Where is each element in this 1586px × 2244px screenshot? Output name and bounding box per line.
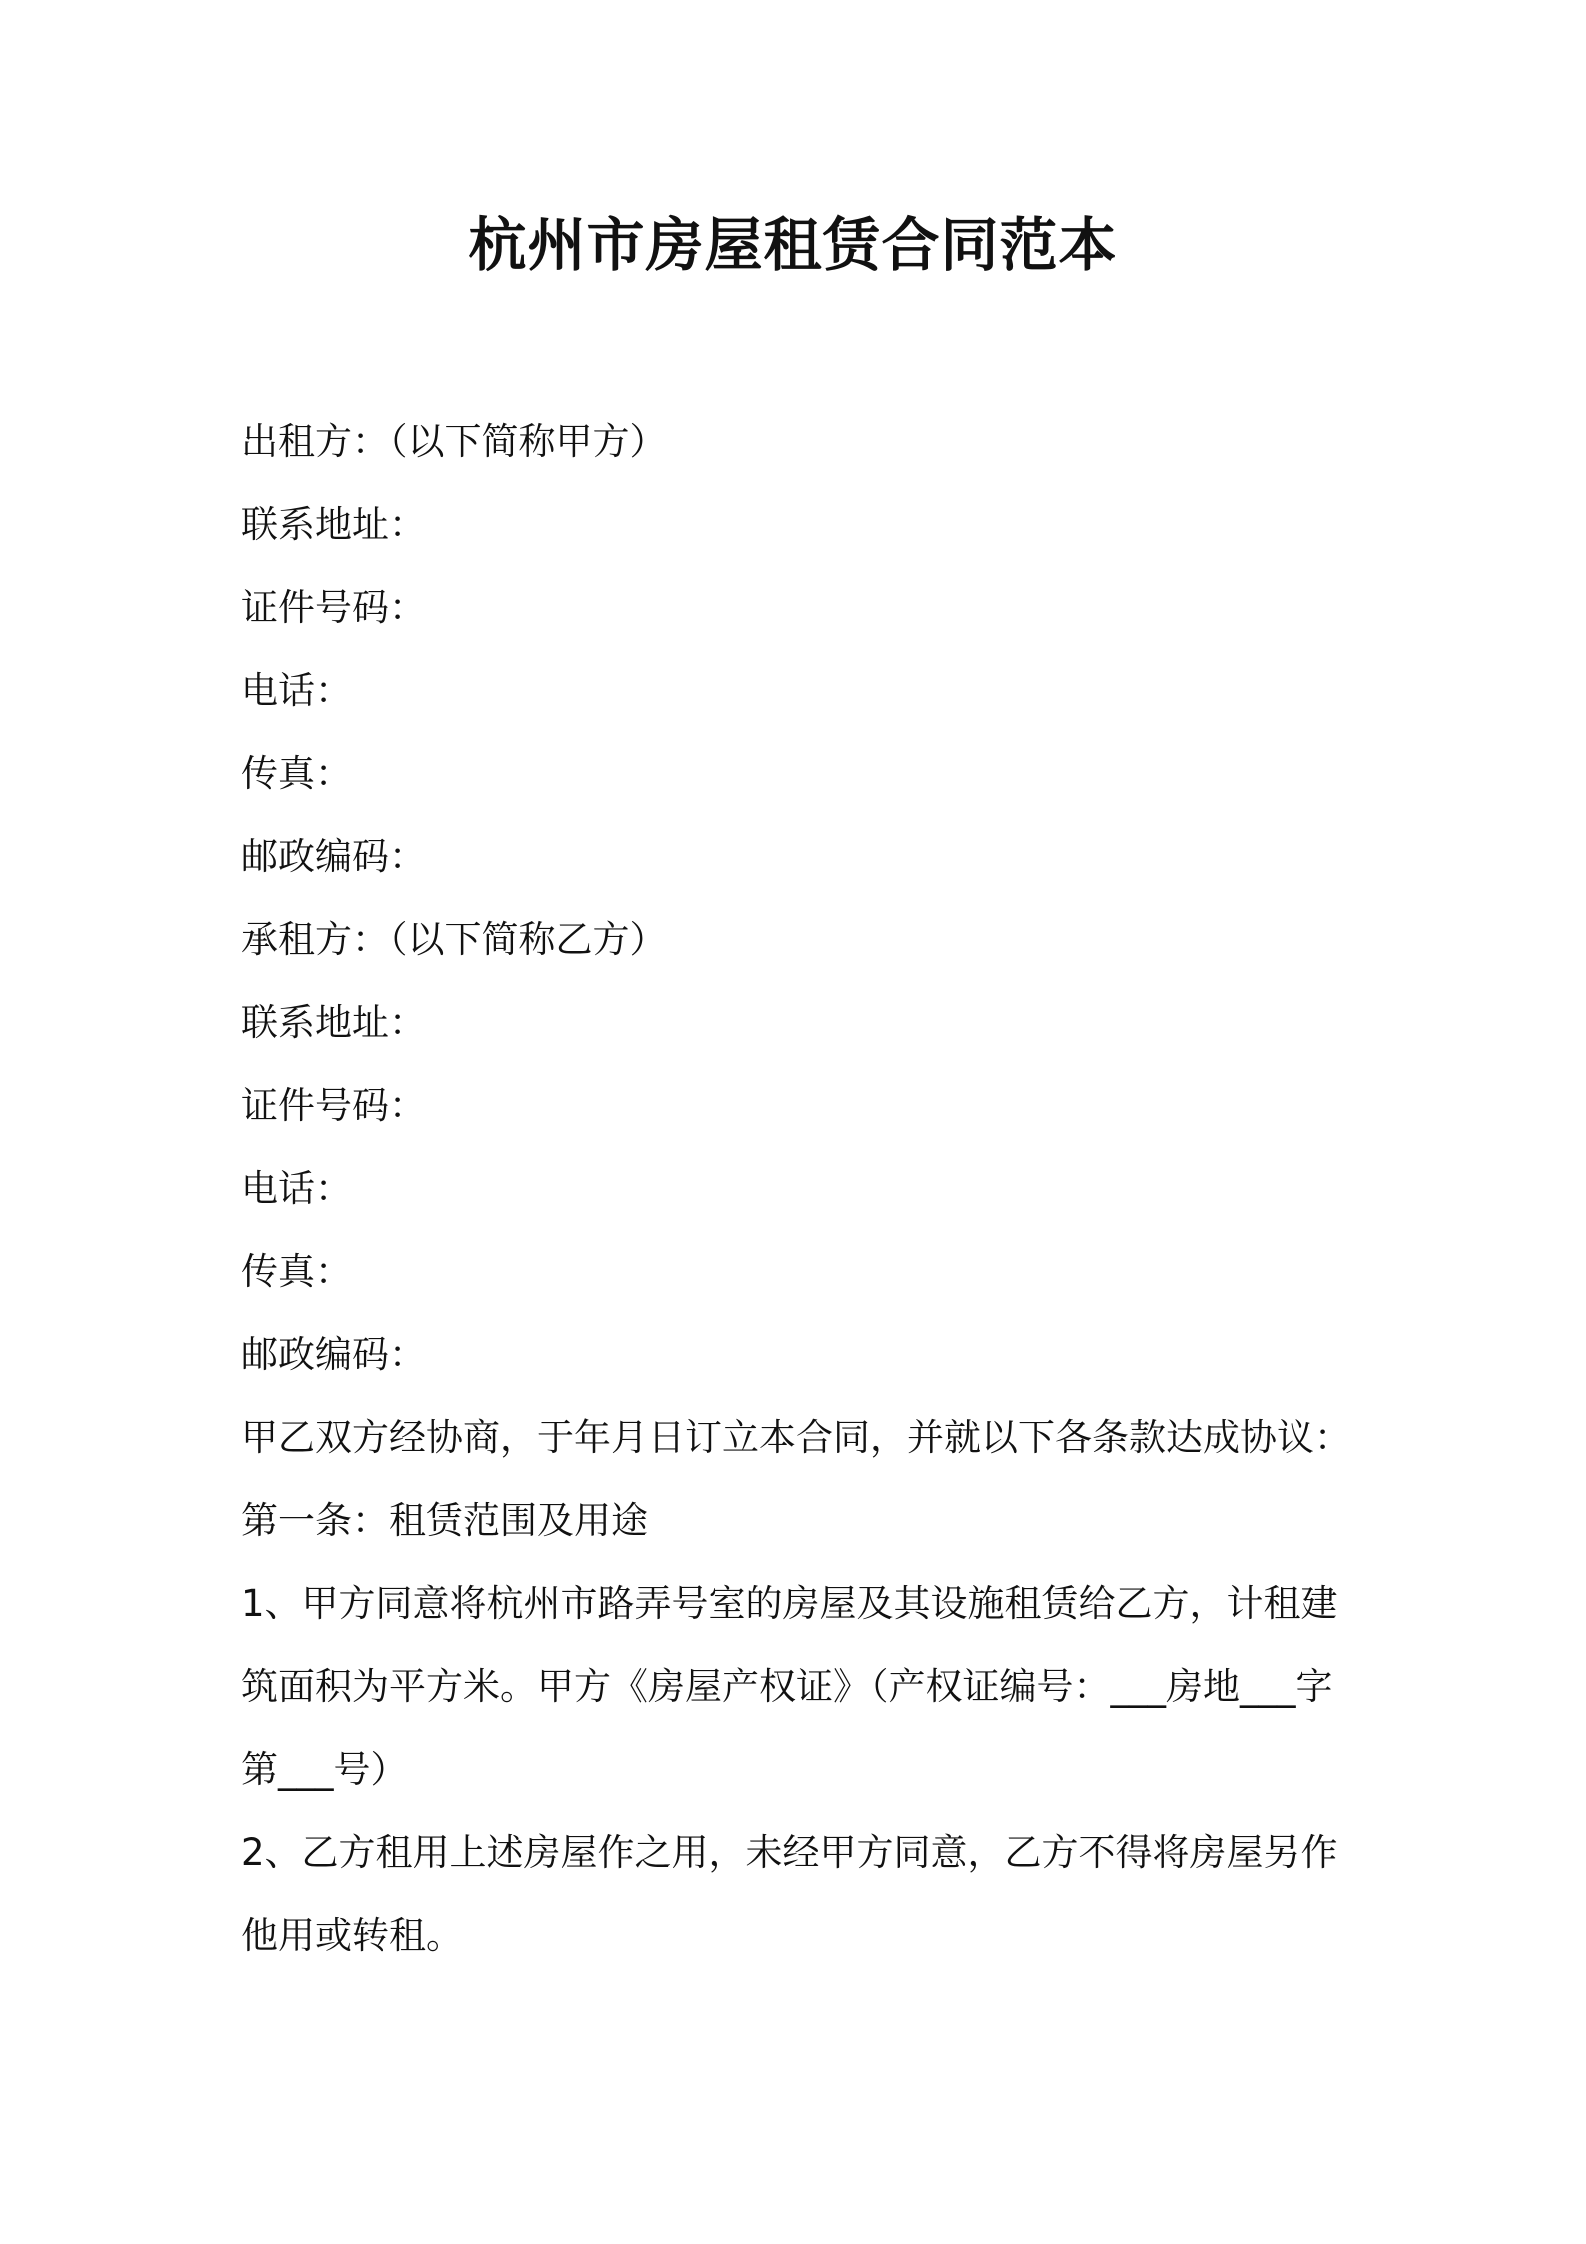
lessor-postcode-line: 邮政编码： (241, 835, 426, 878)
lessee-postcode-line: 邮政编码： (241, 1333, 426, 1376)
lessee-address-line: 联系地址： (241, 1001, 426, 1044)
agreement-intro-line: 甲乙双方经协商，于年月日订立本合同，并就以下各条款达成协议： (241, 1416, 1351, 1459)
clause-1-paragraph: 1、甲方同意将杭州市路弄号室的房屋及其设施租赁给乙方，计租建筑面积为平方米。甲方《房屋产权证》（产权证编号：___房地___字第___号） (241, 1582, 1338, 1791)
article-1-heading: 第一条：租赁范围及用途 (241, 1499, 648, 1542)
lessee-id-line: 证件号码： (241, 1084, 426, 1127)
lessee-line: 承租方：（以下简称乙方） (241, 918, 667, 961)
lessor-phone-line: 电话： (241, 669, 352, 712)
lessee-phone-line: 电话： (241, 1167, 352, 1210)
document-body (241, 400, 1351, 1977)
lessor-address-line: 联系地址： (241, 503, 426, 546)
lessor-fax-line: 传真： (241, 752, 352, 795)
lessee-fax-line: 传真： (241, 1250, 352, 1293)
lessor-id-line: 证件号码： (241, 586, 426, 629)
document-title: 杭州市房屋租赁合同范本 (468, 211, 1118, 279)
clause-2-paragraph: 2、乙方租用上述房屋作之用，未经甲方同意，乙方不得将房屋另作他用或转租。 (241, 1831, 1338, 1957)
lessor-line: 出租方：（以下简称甲方） (241, 420, 667, 463)
